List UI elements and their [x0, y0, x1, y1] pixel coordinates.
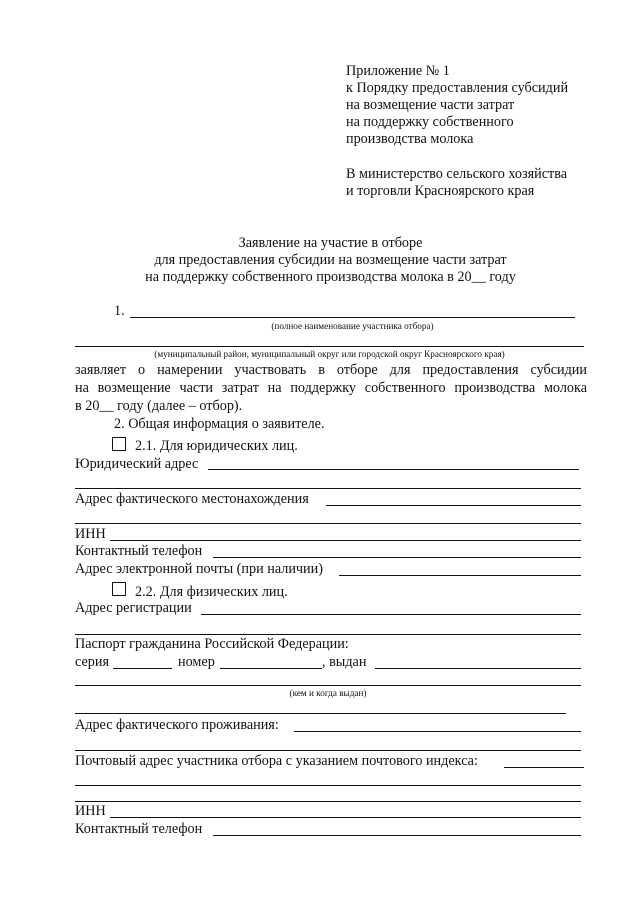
subsection-heading: 2.1. Для юридических лиц.	[135, 438, 298, 454]
field-label: ИНН	[75, 803, 106, 819]
field-label: Адрес фактического местонахождения	[75, 491, 309, 507]
section-title: 2. Общая информация о заявителе.	[114, 416, 325, 432]
actual-location-field-cont[interactable]	[75, 523, 581, 524]
legal-entity-checkbox[interactable]	[112, 437, 126, 451]
field-label: , выдан	[322, 654, 367, 670]
individual-phone-field[interactable]	[213, 835, 581, 836]
paragraph-line: заявляет о намерении участвовать в отборе для предоставления субсидии	[75, 362, 587, 378]
document-title-line: для предоставления субсидии на возмещение части затрат	[154, 252, 507, 268]
passport-series-field[interactable]	[113, 668, 172, 669]
field-label: Адрес фактического проживания:	[75, 717, 279, 733]
paragraph-line: на возмещение части затрат на поддержку собственного производства молока	[75, 380, 587, 396]
addressee-line: В министерство сельского хозяйства	[346, 166, 568, 182]
actual-location-field[interactable]	[326, 505, 581, 506]
field-label: номер	[178, 654, 215, 670]
passport-issued-field-cont[interactable]	[75, 685, 581, 686]
postal-address-field[interactable]	[504, 767, 584, 768]
field-caption: (муниципальный район, муниципальный округ или городской округ Красноярского края)	[154, 349, 505, 359]
actual-residence-field[interactable]	[294, 731, 581, 732]
field-label: Адрес электронной почты (при наличии)	[75, 561, 323, 577]
annex-line: на поддержку собственного	[346, 114, 514, 130]
field-label: Адрес регистрации	[75, 600, 192, 616]
field-caption: (полное наименование участника отбора)	[271, 321, 434, 331]
paragraph-line: в 20__ году (далее – отбор).	[75, 398, 243, 414]
field-label: серия	[75, 654, 109, 670]
individual-inn-field[interactable]	[110, 817, 581, 818]
region-field[interactable]	[75, 346, 584, 347]
field-label: Контактный телефон	[75, 821, 203, 837]
email-field[interactable]	[339, 575, 581, 576]
subsection-heading: 2.2. Для физических лиц.	[135, 584, 288, 600]
annex-line: производства молока	[346, 131, 474, 147]
registration-address-field[interactable]	[201, 614, 581, 615]
field-label: Контактный телефон	[75, 543, 203, 559]
annex-line: на возмещение части затрат	[346, 97, 515, 113]
actual-residence-field-cont[interactable]	[75, 750, 581, 751]
annex-line: к Порядку предоставления субсидий	[346, 80, 569, 96]
legal-phone-field[interactable]	[213, 557, 581, 558]
document-title-line: на поддержку собственного производства молока в 20__ году	[145, 269, 516, 285]
legal-address-field-cont[interactable]	[75, 488, 581, 489]
addressee-line: и торговли Красноярского края	[346, 183, 535, 199]
separator-line	[75, 801, 581, 802]
individual-checkbox[interactable]	[112, 582, 126, 596]
passport-issued-field[interactable]	[375, 668, 581, 669]
legal-inn-field[interactable]	[110, 540, 581, 541]
passport-heading: Паспорт гражданина Российской Федерации:	[75, 636, 349, 652]
field-caption: (кем и когда выдан)	[289, 688, 367, 698]
section-number: 1.	[114, 303, 125, 319]
passport-number-field[interactable]	[220, 668, 322, 669]
registration-address-field-cont[interactable]	[75, 634, 581, 635]
field-label: Юридический адрес	[75, 456, 199, 472]
participant-name-field[interactable]	[130, 317, 575, 318]
postal-address-field-cont[interactable]	[75, 785, 581, 786]
annex-title: Приложение № 1	[346, 63, 450, 79]
field-label: Почтовый адрес участника отбора с указанием почтового индекса:	[75, 753, 478, 769]
separator-line	[75, 713, 566, 714]
field-label: ИНН	[75, 526, 106, 542]
document-title: Заявление на участие в отборе	[238, 235, 423, 251]
legal-address-field[interactable]	[208, 469, 579, 470]
